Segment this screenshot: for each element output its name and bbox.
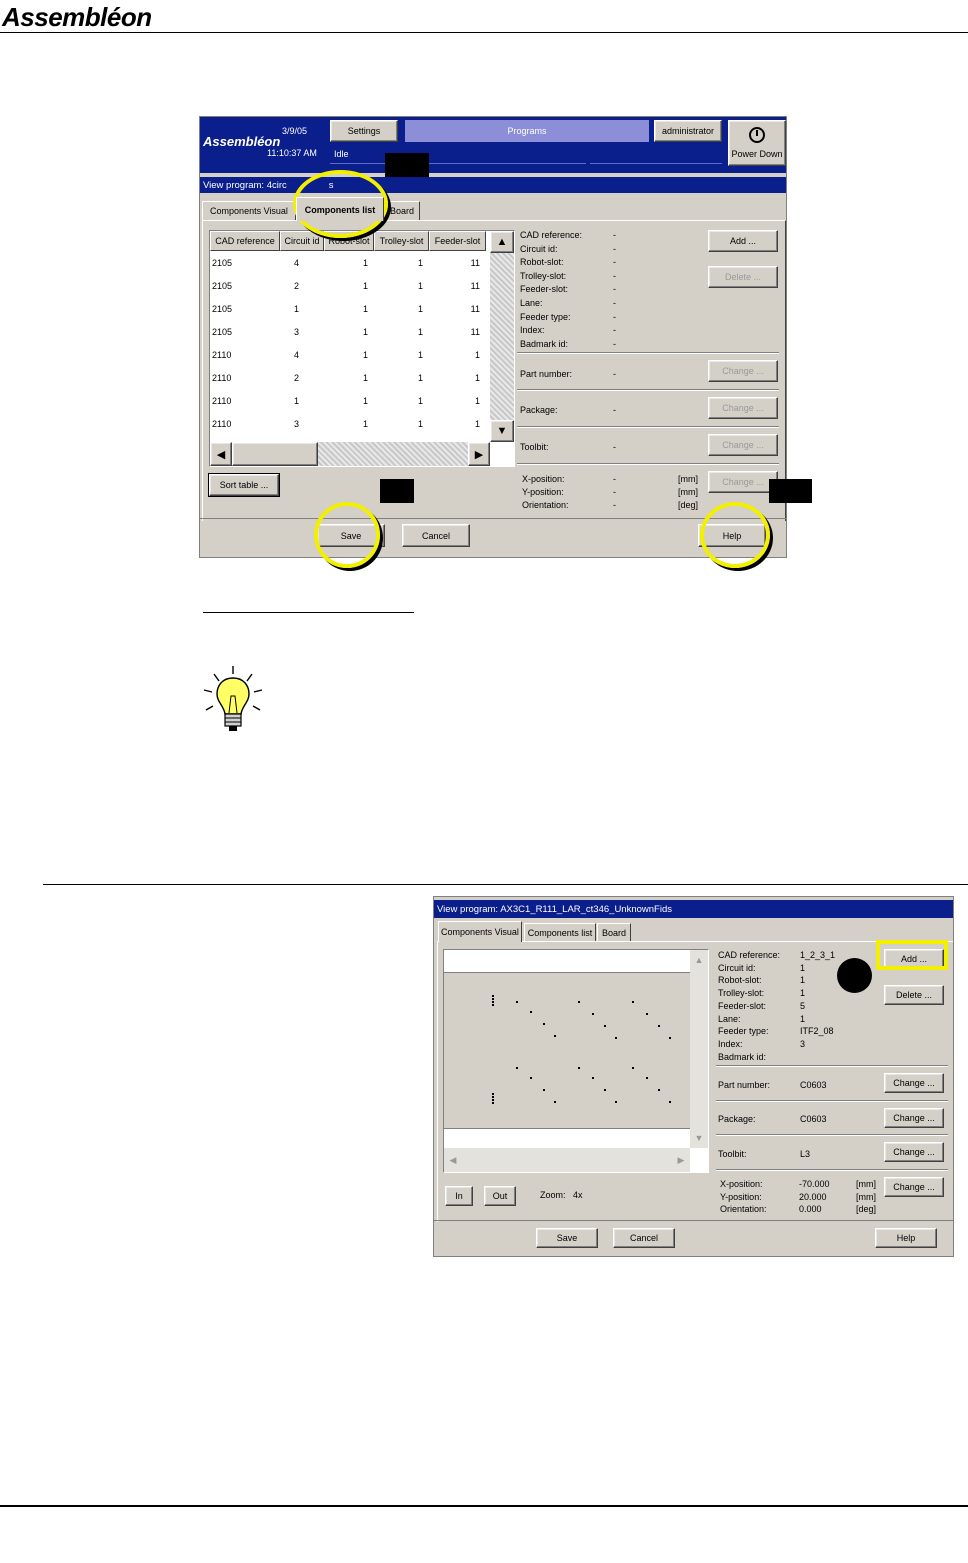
board-header-strip [444,950,690,973]
component-marker [543,1089,545,1091]
detail-value: - [613,325,616,336]
table-cell: 1 [362,396,368,406]
component-marker [646,1077,648,1079]
column-header: Circuit id [280,231,324,251]
detail-value: 5 [800,1000,806,1011]
position-panel [522,474,712,514]
table-cell: 2110 [212,373,232,383]
separator [716,1065,948,1067]
power-icon [749,127,765,143]
caption-underline [203,612,414,613]
component-marker [615,1037,617,1039]
detail-label: Circuit id: [520,243,558,254]
save-button[interactable]: Save [536,1228,598,1248]
footer-rule [0,1505,968,1507]
change-toolbit-button[interactable]: Change ... [884,1142,944,1162]
detail-value: 1 [800,1013,806,1024]
table-cell: 1 [417,281,423,291]
position-unit: [deg] [856,1204,877,1214]
package-label: Package: [718,1114,756,1124]
separator [716,1134,948,1136]
power-down-label: Power Down [731,149,783,159]
user-button[interactable]: administrator [654,120,722,142]
component-marker [530,1077,532,1079]
table-cell: 3 [294,327,300,337]
detail-label: Badmark id: [718,1051,767,1062]
table-hscroll[interactable] [210,442,490,466]
delete-button[interactable]: Delete ... [708,266,778,288]
component-marker [632,1001,634,1003]
top-bar [200,117,787,173]
separator [517,426,779,428]
detail-label: Badmark id: [520,338,569,349]
app-logo: Assembléon [203,134,281,149]
detail-label: CAD reference: [718,950,781,960]
position-panel [720,1179,880,1215]
table-row[interactable] [210,320,490,343]
component-marker [492,998,494,1000]
position-unit: [mm] [856,1179,876,1189]
callout-marker-1 [385,153,429,177]
detail-label: Index: [718,1038,743,1049]
table-cell: 2 [294,281,300,291]
programs-tab[interactable]: Programs [405,120,649,142]
toolbit-value: L3 [800,1149,811,1159]
component-marker [492,1004,494,1006]
change-position-button[interactable]: Change ... [884,1177,944,1197]
detail-label: Feeder-slot: [718,1000,767,1011]
column-header: Feeder-slot [429,231,486,251]
detail-value: 1 [800,962,806,973]
change-package-button[interactable]: Change ... [884,1108,944,1128]
window-title: View program: AX3C1_R111_LAR_ct346_UnknownFids [434,900,954,918]
table-cell: 1 [417,350,423,360]
tab-board[interactable] [384,201,420,221]
toolbit-value: - [613,442,616,452]
position-unit: [mm] [678,474,698,484]
component-marker [604,1025,606,1027]
separator [716,1169,948,1171]
table-cell: 3 [294,419,300,429]
table-row[interactable] [210,343,490,366]
detail-value: 3 [800,1038,806,1049]
component-marker [530,1011,532,1013]
highlight-save-button [314,502,380,568]
component-marker [615,1101,617,1103]
table-cell: 1 [474,419,480,429]
change-package-button[interactable]: Change ... [708,397,778,419]
position-label: Y-position: [720,1191,762,1202]
detail-value: - [613,243,616,254]
position-label: Y-position: [522,487,564,497]
document-logo: Assembléon [2,2,152,32]
add-button[interactable]: Add ... [708,230,778,252]
component-marker [592,1077,594,1079]
status-field-2 [590,146,722,164]
detail-value: - [613,298,616,308]
scroll-left-icon[interactable]: ◀ [210,442,232,466]
toolbit-label: Toolbit: [718,1149,747,1159]
board-view[interactable] [443,949,709,1173]
hscroll-thumb[interactable] [232,442,318,466]
toolbit-label: Toolbit: [520,442,549,452]
settings-button[interactable]: Settings [330,120,398,142]
tab-components-visual[interactable]: Components Visual [438,921,522,942]
component-marker [646,1013,648,1015]
position-value: - [613,474,616,484]
table-body [210,251,490,441]
component-marker [554,1101,556,1103]
highlight-help-button [700,502,770,568]
component-marker [604,1089,606,1091]
position-unit: [mm] [856,1191,876,1202]
table-cell: 11 [470,281,480,291]
help-button[interactable]: Help [698,524,766,547]
detail-label: Lane: [718,1013,741,1024]
callout-marker-2 [380,479,414,503]
footer-bar [434,1220,954,1221]
position-unit: [mm] [678,487,698,497]
table-cell: 1 [362,281,368,291]
tab-components-visual[interactable]: Components Visual [202,201,296,221]
scroll-right-icon[interactable]: ▶ [677,1154,685,1165]
table-cell: 2110 [212,350,232,360]
detail-label: Trolley-slot: [718,988,765,999]
detail-label: Lane: [520,298,543,308]
date-text: 3/9/05 [282,126,308,136]
table-row[interactable] [210,389,490,412]
detail-value: 1_2_3_1 [800,950,836,960]
header-rule [0,32,968,33]
table-row[interactable] [210,366,490,389]
delete-button[interactable]: Delete ... [884,985,944,1005]
zoom-out-button[interactable]: Out [484,1186,516,1206]
component-marker [543,1023,545,1025]
table-row[interactable] [210,297,490,320]
table-cell: 4 [294,350,300,360]
detail-label: Circuit id: [718,962,756,973]
table-cell: 1 [294,396,300,406]
highlight-add-button [876,940,948,970]
scroll-down-icon[interactable]: ▼ [694,1133,704,1143]
help-button[interactable]: Help [875,1228,937,1248]
section-rule [43,884,968,885]
detail-value: - [613,257,616,268]
screenshot-components-list [199,116,787,558]
component-marker [578,1067,580,1069]
detail-value: 1 [800,988,806,999]
table-cell: 1 [417,258,423,268]
table-cell: 2105 [212,281,233,291]
tab-board-b: B [389,206,396,216]
package-value: C0603 [800,1114,827,1124]
component-marker [658,1025,660,1027]
detail-value: - [613,270,616,281]
tab-board[interactable]: Board [597,923,631,942]
board-footer-strip [444,1128,690,1149]
part-number-label: Part number: [520,369,573,379]
time-text: 11:10:37 AM [267,148,317,158]
detail-label: Feeder type: [718,1026,769,1037]
tab-components-list[interactable]: Components list [524,923,596,942]
detail-value: - [613,284,616,295]
table-cell: 2105 [212,327,233,337]
part-number-value: C0603 [800,1080,827,1090]
separator [716,1100,948,1102]
position-value: -70.000 [799,1179,830,1189]
position-label: X-position: [522,474,565,484]
detail-value: - [613,311,616,322]
scroll-up-icon[interactable]: ▲ [490,231,514,253]
detail-label: Robot-slot: [520,257,564,268]
table-vscroll[interactable] [490,231,514,442]
component-marker [554,1035,556,1037]
table-row[interactable] [210,274,490,297]
component-marker [669,1101,671,1103]
window-title-text: View program: 4circ [203,179,287,191]
column-header: CAD reference [210,231,280,251]
table-cell: 1 [474,373,480,383]
table-row[interactable] [210,251,490,274]
package-value: - [613,405,616,415]
part-number-value: - [613,369,616,379]
cancel-button[interactable]: Cancel [613,1228,675,1248]
table-cell: 2110 [212,419,232,429]
table-cell: 1 [362,419,368,429]
detail-label: CAD reference: [520,230,583,240]
position-label: X-position: [720,1179,763,1189]
table-cell: 2 [294,373,300,383]
component-marker [669,1037,671,1039]
component-marker [492,1096,494,1098]
separator [517,352,779,354]
board-hscroll[interactable] [444,1148,690,1172]
detail-label: Feeder-slot: [520,284,569,295]
table-cell: 1 [474,350,480,360]
change-position-button[interactable]: Change ... [708,471,778,493]
detail-label: Trolley-slot: [520,270,567,281]
add-button[interactable]: Add ... [884,949,944,969]
component-marker [492,995,494,997]
detail-value: ITF2_08 [800,1026,834,1037]
table-cell: 1 [362,258,368,268]
position-unit: [deg] [678,500,699,510]
component-marker [516,1067,518,1069]
component-marker [516,1001,518,1003]
zoom-level-text: Zoom: 4x [540,1190,583,1200]
table-cell: 1 [474,396,480,406]
table-cell: 1 [417,396,423,406]
change-part-number-button[interactable]: Change ... [708,360,778,382]
window-title-tail: s [328,179,334,191]
detail-value: 1 [800,975,806,986]
separator [517,463,779,465]
position-value: - [613,500,616,510]
column-header: Robot-slot [324,231,374,251]
sort-table-button[interactable]: Sort table ... [209,474,279,496]
component-marker [492,1093,494,1095]
window-title [200,177,787,193]
change-toolbit-button[interactable]: Change ... [708,434,778,456]
detail-value: - [613,338,616,349]
status-field [330,146,586,164]
position-label: Orientation: [720,1204,767,1214]
callout-marker-3 [769,479,812,503]
table-cell: 1 [294,304,300,314]
components-table[interactable] [209,230,515,467]
status-text: Idle [334,149,349,159]
board-vscroll[interactable] [690,950,708,1148]
tab-board-rest: oard [396,206,415,216]
table-cell: 1 [362,373,368,383]
scroll-up-icon[interactable]: ▲ [694,955,704,965]
callout-marker-4 [837,958,872,993]
table-cell: 11 [470,258,480,268]
table-cell: 4 [294,258,300,268]
component-marker [578,1001,580,1003]
table-cell: 1 [417,327,423,337]
position-value: - [613,487,616,497]
table-cell: 1 [362,304,368,314]
zoom-in-button[interactable]: In [445,1186,473,1206]
power-down-button[interactable] [728,120,786,166]
tab-components-list[interactable]: Components list [296,197,384,221]
detail-label: Index: [520,325,545,336]
detail-label: Robot-slot: [718,975,762,986]
separator [517,389,779,391]
table-cell: 1 [417,304,423,314]
column-header: Trolley-slot [374,231,429,251]
component-marker [492,1099,494,1101]
part-number-label: Part number: [718,1080,771,1090]
table-cell: 1 [362,350,368,360]
position-label: Orientation: [522,500,569,510]
position-value: 0.000 [799,1204,822,1214]
lightbulb-icon [200,664,266,742]
component-marker [592,1013,594,1015]
scroll-left-icon[interactable]: ◀ [449,1154,457,1165]
save-button[interactable]: Save [317,524,385,547]
table-cell: 1 [417,373,423,383]
table-cell: 2105 [212,258,233,268]
scroll-right-icon[interactable]: ▶ [468,442,490,466]
package-label: Package: [520,405,558,415]
component-marker [658,1089,660,1091]
table-cell: 1 [362,327,368,337]
position-value: 20.000 [799,1191,827,1202]
detail-label: Feeder type: [520,311,571,322]
change-part-number-button[interactable]: Change ... [884,1073,944,1093]
component-marker [492,1102,494,1104]
table-cell: 2105 [212,304,233,314]
table-cell: 11 [470,327,480,337]
cancel-button[interactable]: Cancel [402,524,470,547]
detail-value: - [613,230,616,240]
scroll-down-icon[interactable]: ▼ [490,420,514,442]
component-marker [492,1001,494,1003]
table-cell: 1 [417,419,423,429]
table-cell: 11 [470,304,480,314]
table-cell: 2110 [212,396,232,406]
table-row[interactable] [210,412,490,435]
component-marker [632,1067,634,1069]
board-canvas [444,973,690,1128]
